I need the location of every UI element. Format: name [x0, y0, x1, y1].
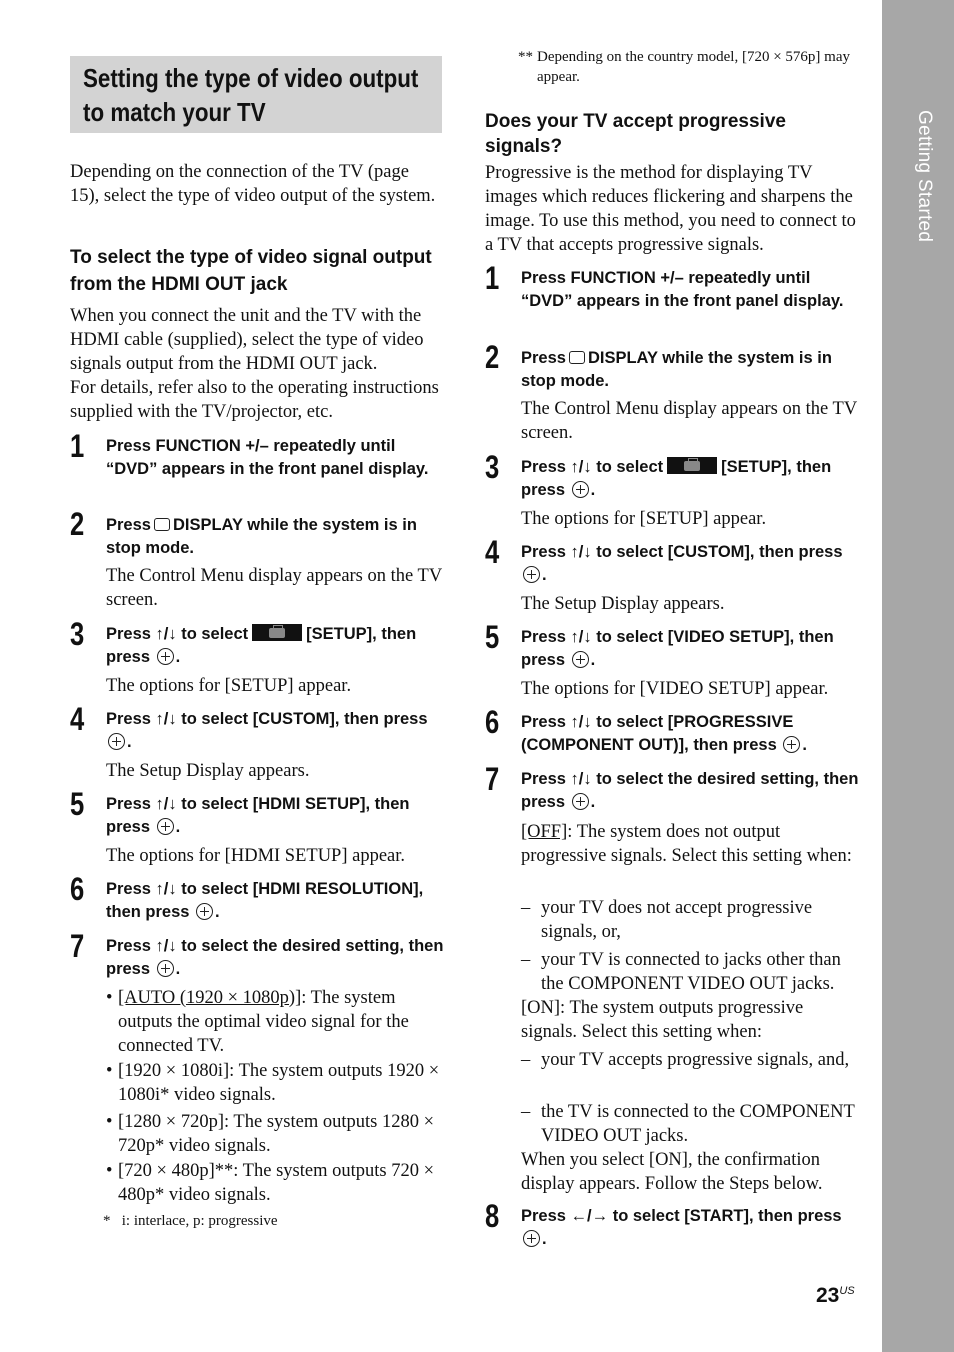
prog-step-2-result: The Control Menu display appears on the TV screen. — [521, 399, 857, 443]
step-number: 5 — [485, 619, 500, 655]
step-text: Press ↑/↓ to select [SETUP], then press . — [106, 625, 417, 666]
step-number: 6 — [70, 871, 85, 907]
section-title: Setting the type of video output to match your TV — [83, 63, 419, 127]
progressive-description: Progressive is the method for displaying TV images which reduces flickering and sharpens the image. To use this method, you need to connect to a TV that accepts progressive signals. — [485, 163, 856, 255]
prog-step-4-result: The Setup Display appears. — [521, 594, 725, 614]
display-button-icon — [154, 518, 170, 531]
hdmi-desc-2: For details, refer also to the operating instructions supplied with the TV/projector, etc. — [70, 378, 439, 422]
enter-icon — [523, 566, 540, 583]
step-number: 6 — [485, 704, 500, 740]
step-number: 4 — [485, 534, 500, 570]
progressive-heading: Does your TV accept progressive signals? — [485, 111, 786, 157]
hdmi-desc-1: When you connect the unit and the TV with the HDMI cable (supplied), select the type of video signals output from the HDMI OUT jack. — [70, 306, 424, 374]
step-number: 5 — [70, 786, 85, 822]
toolbox-icon — [667, 457, 717, 474]
prog-step-5-result: The options for [VIDEO SETUP] appear. — [521, 679, 829, 699]
enter-icon — [572, 481, 589, 498]
step-text: Press DISPLAY while the system is in stop mode. — [521, 349, 832, 390]
step-text: Press ↑/↓ to select [VIDEO SETUP], then press . — [521, 628, 834, 669]
step-text: Press ↑/↓ to select [CUSTOM], then press . — [521, 543, 843, 584]
enter-icon — [523, 1230, 540, 1247]
step-text: Press ↑/↓ to select [PROGRESSIVE (COMPONENT OUT)], then press . — [521, 713, 807, 754]
prog-on-after: When you select [ON], the confirmation display appears. Follow the Steps below. — [521, 1150, 823, 1194]
enter-icon — [157, 818, 174, 835]
step-number: 2 — [70, 506, 85, 542]
step-text: Press FUNCTION +/– repeatedly until “DVD” appears in the front panel display. — [106, 437, 429, 478]
step-text: Press ←/→ to select [START], then press . — [521, 1207, 842, 1248]
step-text: Press FUNCTION +/– repeatedly until “DVD” appears in the front panel display. — [521, 269, 844, 310]
step-text: Press ↑/↓ to select [SETUP], then press . — [521, 458, 832, 499]
hdmi-step-5-result: The options for [HDMI SETUP] appear. — [106, 846, 406, 866]
display-button-icon — [569, 351, 585, 364]
step-number: 8 — [485, 1198, 500, 1234]
page-number: $23^{US}$ — [816, 1284, 855, 1307]
footnote-interlace: * i: interlace, p: progressive — [103, 1213, 278, 1229]
hdmi-step-4-result: The Setup Display appears. — [106, 761, 310, 781]
enter-icon — [157, 960, 174, 977]
step-number: 2 — [485, 339, 500, 375]
enter-icon — [783, 736, 800, 753]
step-text: Press DISPLAY while the system is in stop mode. — [106, 516, 417, 557]
step-number: 1 — [485, 260, 500, 296]
step-number: 7 — [485, 761, 500, 797]
enter-icon — [196, 903, 213, 920]
step-text: Press ↑/↓ to select [HDMI RESOLUTION], then press . — [106, 880, 424, 921]
hdmi-step-3-result: The options for [SETUP] appear. — [106, 676, 352, 696]
prog-step-3-result: The options for [SETUP] appear. — [521, 509, 767, 529]
step-number: 3 — [70, 616, 85, 652]
enter-icon — [572, 651, 589, 668]
prog-option-off: [OFF]: The system does not output progressive signals. Select this setting when: — [521, 822, 852, 866]
step-text: Press ↑/↓ to select [CUSTOM], then press . — [106, 710, 428, 751]
enter-icon — [108, 733, 125, 750]
hdmi-step-2-result: The Control Menu display appears on the TV screen. — [106, 566, 442, 610]
step-number: 4 — [70, 701, 85, 737]
hdmi-description — [70, 304, 442, 424]
step-number: 3 — [485, 449, 500, 485]
step-text: Press ↑/↓ to select the desired setting, then press . — [106, 937, 444, 978]
step-text: Press ↑/↓ to select the desired setting, then press . — [521, 770, 859, 811]
footnote-country: ** Depending on the country model, [720 × 576p] may appear. — [518, 49, 850, 85]
step-number: 7 — [70, 928, 85, 964]
section-title-box — [70, 56, 442, 133]
toolbox-icon — [252, 624, 302, 641]
intro-paragraph: Depending on the connection of the TV (page 15), select the type of video output of the system. — [70, 162, 436, 206]
step-text: Press ↑/↓ to select [HDMI SETUP], then press . — [106, 795, 410, 836]
sidebar-label: Getting Started — [914, 110, 935, 243]
enter-icon — [157, 648, 174, 665]
step-number: 1 — [70, 428, 85, 464]
prog-option-on: [ON]: The system outputs progressive signals. Select this setting when: — [521, 998, 804, 1042]
enter-icon — [572, 793, 589, 810]
hdmi-heading: To select the type of video signal output from the HDMI OUT jack — [70, 247, 432, 295]
